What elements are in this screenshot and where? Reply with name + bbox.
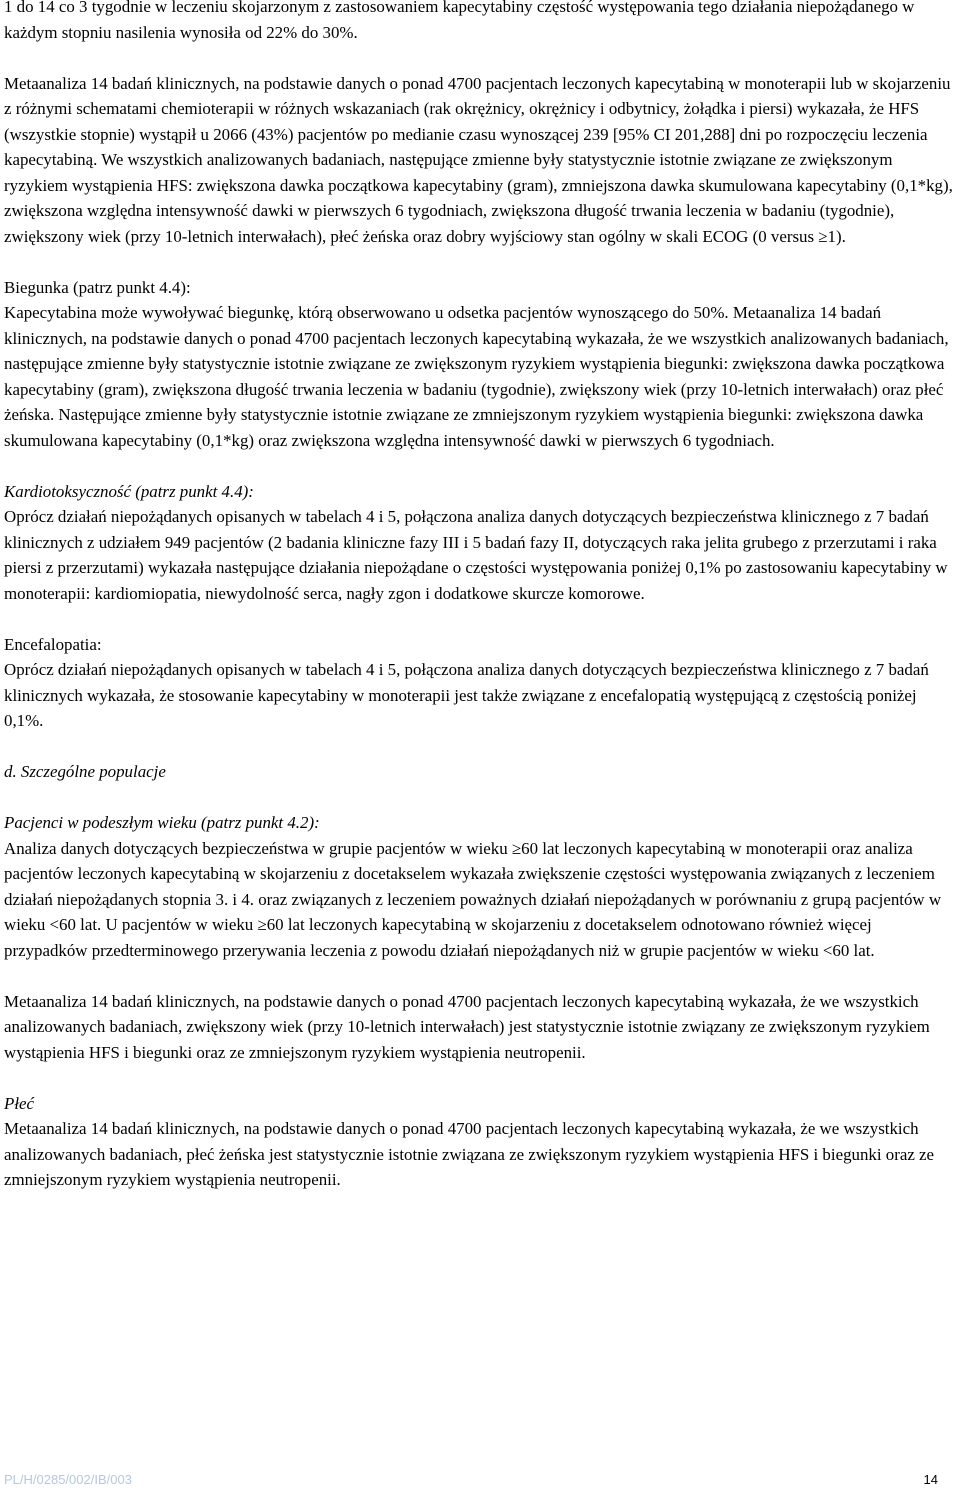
heading-encefalopatia: Encefalopatia: bbox=[4, 634, 102, 654]
paragraph-hfs-frequency: 1 do 14 co 3 tygodnie w leczeniu skojarzonym z zastosowaniem kapecytabiny częstość występowania tego działania niepożądanego w każdym stopniu nasilenia wynosiła od 22% do 30%. bbox=[4, 0, 915, 42]
paragraph-hfs-metaanalysis: Metaanaliza 14 badań klinicznych, na podstawie danych o ponad 4700 pacjentach leczonych kapecytabiną w monoterapii lub w skojarzeniu z różnymi schematami chemioterapii w różnych wskazaniach (rak okrężnicy, okrężnicy i odbytnicy, żołądka i piersi) wykazała, że HFS (wszystkie stopnie) wystąpił u 2066 (43%) pacjentów po medianie czasu wynoszącej 239 [95% CI 201,288] dni po rozpoczęciu leczenia kapecytabiną. We wszystkich analizowanych badaniach, następujące zmienne były statystycznie istotnie związane ze zwiększonym ryzykiem wystąpienia HFS: zwiększona dawka początkowa kapecytabiny (gram), zmniejszona dawka skumulowana kapecytabiny (0,1*kg), zwiększona względna intensywność dawki w pierwszych 6 tygodniach, zwiększona długość trwania leczenia w badaniu (tygodnie), zwiększony wiek (przy 10-letnich interwałach), płeć żeńska oraz dobry wyjściowy stan ogólny w skali ECOG (0 versus ≥1). bbox=[4, 73, 953, 246]
heading-wiek: Pacjenci w podeszłym wieku (patrz punkt 4.2): bbox=[4, 813, 320, 832]
section-wiek bbox=[4, 810, 954, 963]
section-biegunka bbox=[4, 275, 954, 454]
paragraph-biegunka: Kapecytabina może wywoływać biegunkę, którą obserwowano u odsetka pacjentów wynoszącego do 50%. Metaanaliza 14 badań klinicznych, na podstawie danych o ponad 4700 pacjentach leczonych kapecytabiną wykazała, że we wszystkich analizowanych badaniach, następujące zmienne były statystycznie istotnie związane ze zwiększonym ryzykiem wystąpienia biegunki: zwiększona dawka początkowa kapecytabiny (gram), zwiększona długość trwania leczenia w badaniu (tygodnie), zwiększony wiek (przy 10-letnich interwałach) oraz płeć żeńska. Następujące zmienne były statystycznie istotnie związane ze zmniejszonym ryzykiem wystąpienia biegunki: zwiększona dawka skumulowana kapecytabiny (0,1*kg) oraz zwiększona względna intensywność dawki w pierwszych 6 tygodniach. bbox=[4, 303, 949, 450]
paragraph-kardiotoksycznosc: Oprócz działań niepożądanych opisanych w tabelach 4 i 5, połączona analiza danych dotyczących bezpieczeństwa klinicznego z 7 badań klinicznych z udziałem 949 pacjentów (2 badania kliniczne fazy III i 5 badań fazy II, dotyczących raka jelita grubego z przerzutami i raka piersi z przerzutami) wykazała następujące działania niepożądane o częstości występowania poniżej 0,1% po zastosowaniu kapecytabiny w monoterapii: kardiomiopatia, niewydolność serca, nagły zgon i dodatkowe skurcze komorowe. bbox=[4, 507, 948, 603]
paragraph-wiek-metaanalysis: Metaanaliza 14 badań klinicznych, na podstawie danych o ponad 4700 pacjentach leczonych kapecytabiną wykazała, że we wszystkich analizowanych badaniach, zwiększony wiek (przy 10-letnich interwałach) jest statystycznie istotnie związany ze zwiększonym ryzykiem wystąpienia HFS i biegunki oraz ze zmniejszonym ryzykiem wystąpienia neutropenii. bbox=[4, 991, 930, 1062]
heading-section-d: d. Szczególne populacje bbox=[4, 762, 166, 781]
section-encefalopatia bbox=[4, 632, 954, 734]
heading-kardiotoksycznosc: Kardiotoksyczność (patrz punkt 4.4): bbox=[4, 481, 254, 501]
section-plec bbox=[4, 1091, 954, 1193]
heading-plec: Płeć bbox=[4, 1093, 35, 1113]
section-kardiotoksycznosc bbox=[4, 479, 954, 607]
page-number: 14 bbox=[923, 1472, 938, 1487]
paragraph-plec: Metaanaliza 14 badań klinicznych, na podstawie danych o ponad 4700 pacjentach leczonych kapecytabiną wykazała, że we wszystkich analizowanych badaniach, płeć żeńska jest statystycznie istotnie związana ze zwiększonym ryzykiem wystąpienia HFS i biegunki oraz ze zmniejszonym ryzykiem wystąpienia neutropenii. bbox=[4, 1119, 935, 1189]
paragraph-encefalopatia: Oprócz działań niepożądanych opisanych w tabelach 4 i 5, połączona analiza danych dotyczących bezpieczeństwa klinicznego z 7 badań klinicznych wykazała, że stosowanie kapecytabiny w monoterapii jest także związane z encefalopatią występującą z częstością poniżej 0,1%. bbox=[4, 660, 929, 730]
paragraph-wiek: Analiza danych dotyczących bezpieczeństwa w grupie pacjentów w wieku ≥60 lat leczonych kapecytabiną w monoterapii oraz analiza pacjentów leczonych kapecytabiną w skojarzeniu z docetakselem wykazała zwiększenie częstości występowania związanych z leczeniem działań niepożądanych stopnia 3. i 4. oraz związanych z leczeniem poważnych działań niepożądanych w porównaniu z grupą pacjentów w wieku <60 lat. U pacjentów w wieku ≥60 lat leczonych kapecytabiną w skojarzeniu z docetakselem odnotowano również więcej przypadków przedterminowego przerywania leczenia z powodu działań niepożądanych niż w grupie pacjentów w wieku <60 lat. bbox=[4, 838, 942, 960]
document-page bbox=[4, 0, 954, 1193]
document-code: PL/H/0285/002/IB/003 bbox=[4, 1472, 132, 1487]
heading-biegunka: Biegunka (patrz punkt 4.4): bbox=[4, 277, 191, 297]
